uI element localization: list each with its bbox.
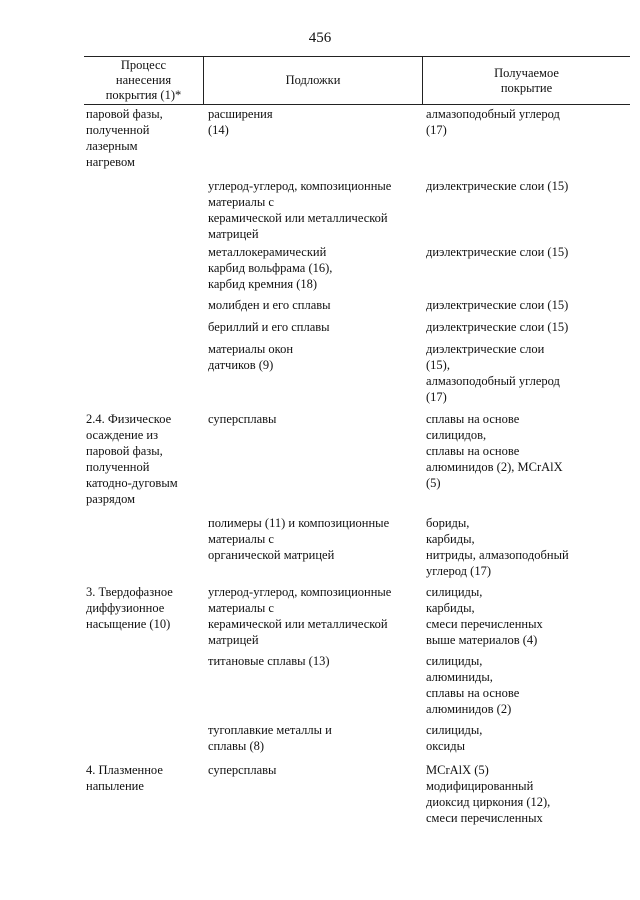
cell-line: смеси перечисленных — [426, 617, 543, 631]
cell-line: углерод-углерод, композиционные — [208, 179, 392, 193]
cell-line: 2.4. Физическое — [86, 412, 172, 426]
header-line: покрытие — [500, 80, 553, 95]
cell-line: нитриды, алмазоподобный — [426, 548, 569, 562]
cell-line: диффузионное — [86, 601, 165, 615]
cell-line: карбиды, — [426, 532, 475, 546]
cell-line: карбиды, — [426, 601, 475, 615]
substrate-cell — [208, 297, 423, 313]
header-line: Подложки — [285, 73, 341, 87]
coating-cell — [426, 515, 630, 579]
coating-cell — [426, 297, 630, 313]
coating-cell — [426, 722, 630, 754]
cell-line: разрядом — [86, 492, 136, 506]
cell-line: полученной — [86, 123, 150, 137]
cell-line: (17) — [426, 123, 447, 137]
cell-line: силициды, — [426, 723, 483, 737]
cell-line: модифицированный — [426, 779, 534, 793]
cell-line: суперсплавы — [208, 412, 277, 426]
cell-line: алюминидов (2) — [426, 702, 512, 716]
cell-line: алмазоподобный углерод — [426, 107, 560, 121]
cell-line: алюминидов (2), MCrAlX — [426, 460, 563, 474]
cell-line: расширения — [208, 107, 273, 121]
cell-line: диэлектрические слои (15) — [426, 245, 569, 259]
header-process — [84, 57, 204, 104]
cell-line: катодно-дуговым — [86, 476, 178, 490]
cell-line: материалы окон — [208, 342, 294, 356]
cell-line: (15), — [426, 358, 450, 372]
cell-line: материалы с — [208, 601, 274, 615]
cell-line: сплавы на основе — [426, 444, 520, 458]
cell-line: алмазоподобный углерод — [426, 374, 560, 388]
cell-line: (5) — [426, 476, 441, 490]
coating-cell — [426, 319, 630, 335]
cell-line: карбид вольфрама (16), — [208, 261, 333, 275]
substrate-cell — [208, 319, 423, 335]
cell-line: 4. Плазменное — [86, 763, 163, 777]
cell-line: материалы с — [208, 532, 274, 546]
cell-line: осаждение из — [86, 428, 159, 442]
substrate-cell — [208, 106, 423, 138]
cell-line: суперсплавы — [208, 763, 277, 777]
cell-line: сплавы на основе — [426, 412, 520, 426]
cell-line: смеси перечисленных — [426, 811, 543, 825]
cell-line: металлокерамический — [208, 245, 327, 259]
cell-line: диэлектрические слои — [426, 342, 545, 356]
substrate-cell — [208, 762, 423, 778]
cell-line: паровой фазы, — [86, 444, 163, 458]
table-header — [84, 56, 630, 105]
cell-line: диэлектрические слои (15) — [426, 179, 569, 193]
substrate-cell — [208, 411, 423, 427]
cell-line: силициды, — [426, 654, 483, 668]
cell-line: силициды, — [426, 585, 483, 599]
cell-line: диэлектрические слои (15) — [426, 298, 569, 312]
cell-line: паровой фазы, — [86, 107, 163, 121]
cell-line: (17) — [426, 390, 447, 404]
cell-line: бориды, — [426, 516, 470, 530]
substrate-cell — [208, 584, 423, 648]
cell-line: алюминиды, — [426, 670, 493, 684]
coating-cell — [426, 584, 630, 648]
substrate-cell — [208, 515, 423, 563]
coatings-table — [84, 56, 630, 825]
cell-line: материалы с — [208, 195, 274, 209]
cell-line: диэлектрические слои (15) — [426, 320, 569, 334]
cell-line: 3. Твердофазное — [86, 585, 173, 599]
cell-line: углерод (17) — [426, 564, 491, 578]
header-line: Получаемое — [494, 65, 559, 80]
process-cell — [86, 762, 204, 794]
coating-cell — [426, 762, 630, 826]
cell-line: лазерным — [86, 139, 138, 153]
substrate-cell — [208, 244, 423, 292]
cell-line: сплавы (8) — [208, 739, 265, 753]
cell-line: MCrAlX (5) — [426, 763, 489, 777]
process-cell — [86, 106, 204, 170]
coating-cell — [426, 106, 630, 138]
cell-line: керамической или металлической — [208, 211, 388, 225]
coating-cell — [426, 244, 630, 260]
cell-line: титановые сплавы (13) — [208, 654, 330, 668]
coating-cell — [426, 411, 630, 491]
header-coating — [423, 57, 630, 104]
cell-line: матрицей — [208, 633, 259, 647]
header-substrates — [204, 57, 423, 104]
process-cell — [86, 411, 204, 507]
cell-line: молибден и его сплавы — [208, 298, 331, 312]
cell-line: тугоплавкие металлы и — [208, 723, 332, 737]
header-line: покрытия (1)* — [105, 88, 182, 102]
cell-line: выше материалов (4) — [426, 633, 538, 647]
cell-line: углерод-углерод, композиционные — [208, 585, 392, 599]
header-line: нанесения — [115, 73, 172, 87]
cell-line: нагревом — [86, 155, 135, 169]
cell-line: матрицей — [208, 227, 259, 241]
cell-line: (14) — [208, 123, 229, 137]
cell-line: керамической или металлической — [208, 617, 388, 631]
cell-line: силицидов, — [426, 428, 487, 442]
cell-line: органической матрицей — [208, 548, 335, 562]
substrate-cell — [208, 722, 423, 754]
process-cell — [86, 584, 204, 632]
header-line: Процесс — [120, 58, 167, 72]
cell-line: полимеры (11) и композиционные — [208, 516, 390, 530]
substrate-cell — [208, 341, 423, 373]
cell-line: диоксид циркония (12), — [426, 795, 551, 809]
cell-line: напыление — [86, 779, 144, 793]
page-number: 456 — [308, 30, 332, 46]
substrate-cell — [208, 653, 423, 669]
cell-line: насыщение (10) — [86, 617, 171, 631]
substrate-cell — [208, 178, 423, 242]
coating-cell — [426, 653, 630, 717]
coating-cell — [426, 178, 630, 194]
cell-line: полученной — [86, 460, 150, 474]
cell-line: карбид кремния (18) — [208, 277, 318, 291]
cell-line: датчиков (9) — [208, 358, 274, 372]
coating-cell — [426, 341, 630, 405]
cell-line: оксиды — [426, 739, 466, 753]
cell-line: сплавы на основе — [426, 686, 520, 700]
cell-line: бериллий и его сплавы — [208, 320, 330, 334]
